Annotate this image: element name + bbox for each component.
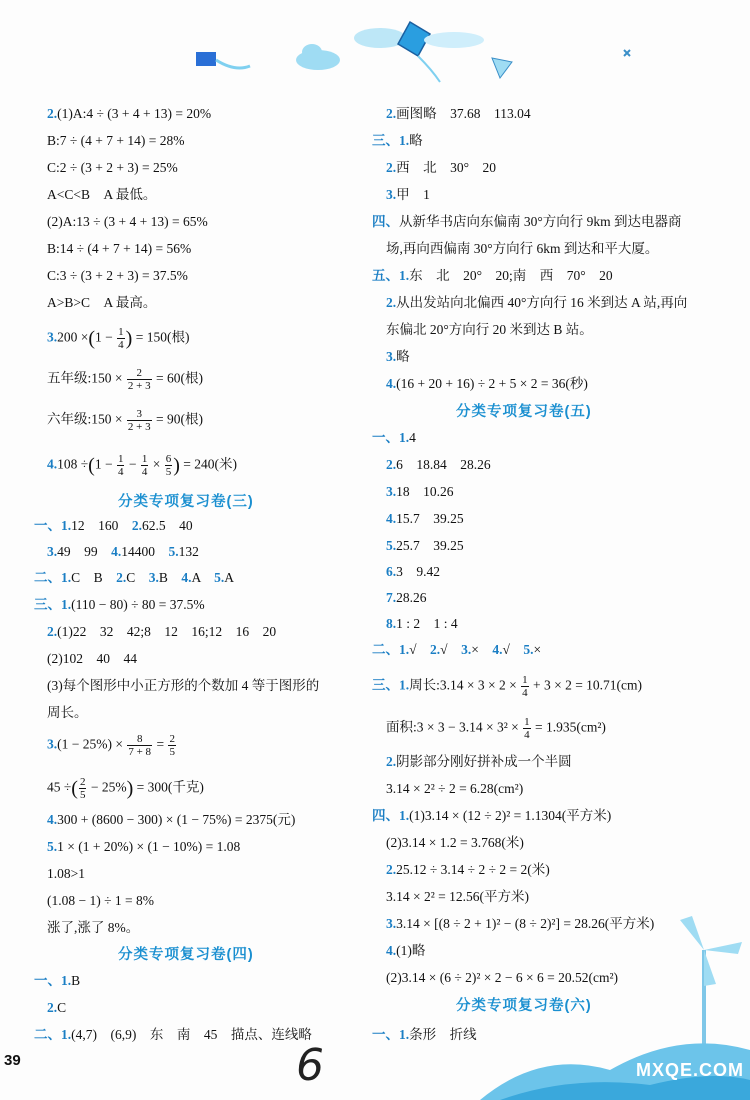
answer-line: 四、1.(1)3.14 × (12 ÷ 2)² = 1.1304(平方米) <box>372 808 612 823</box>
answer-line: 2.6 18.84 28.26 <box>386 457 491 472</box>
answer-line: 三、1.略 <box>372 133 423 148</box>
answer-line: C:3 ÷ (3 + 2 + 3) = 37.5% <box>47 268 188 283</box>
answer-line: (2)3.14 × (6 ÷ 2)² × 2 − 6 × 6 = 20.52(cm²) <box>386 970 619 985</box>
answer-line: 涨了,涨了 8%。 <box>47 920 140 935</box>
header-illustration <box>0 0 750 95</box>
answer-line: 一、1.B <box>34 973 81 988</box>
answer-line: B:7 ÷ (4 + 7 + 14) = 28% <box>47 133 185 148</box>
fraction: $\frac{1}{4}$ <box>522 674 528 699</box>
answer-line: B:14 ÷ (4 + 7 + 14) = 56% <box>47 241 192 256</box>
answer-line: 2.从出发站向北偏西 40°方向行 16 米到达 A 站,再向 <box>386 295 688 310</box>
bird-icon <box>624 50 630 56</box>
section-heading: 分类专项复习卷(五) <box>456 404 592 420</box>
answer-line: 六年级:150 × $\frac{3}{2 + 3}$ = 90(根) <box>47 408 203 433</box>
fraction: $\frac{2}{5}$ <box>169 733 175 758</box>
answer-line: 6.3 9.42 <box>386 564 440 579</box>
answer-line: 四、从新华书店向东偏南 30°方向行 9km 到达电器商 <box>372 214 682 229</box>
answer-line: (2)A:13 ÷ (3 + 4 + 13) = 65% <box>47 214 208 229</box>
answer-line: 2.C <box>47 1000 67 1015</box>
answer-line: 2.(1)A:4 ÷ (3 + 4 + 13) = 20% <box>47 106 212 121</box>
answer-line: 4.300 + (8600 − 300) × (1 − 75%) = 2375(元) <box>47 812 296 827</box>
flag-icon <box>196 52 250 68</box>
answer-line: 3.14 × 2² = 12.56(平方米) <box>386 889 530 904</box>
answer-line: 一、1.4 <box>372 430 416 445</box>
fraction: $\frac{6}{5}$ <box>165 453 172 478</box>
section-heading: 分类专项复习卷(四) <box>118 947 254 963</box>
answer-line: A>B>C A 最高。 <box>47 295 157 310</box>
answer-line: 4.108 ÷(1 − $\frac{1}{4}$ − $\frac{1}{4}$ × $\frac{6}{5}$ ) = 240(米) <box>47 453 237 478</box>
answer-line: 3.14 × 2² ÷ 2 = 6.28(cm²) <box>386 781 524 796</box>
answer-line: 4.(1)略 <box>386 943 426 958</box>
answer-line: 7.28.26 <box>386 590 427 605</box>
answer-line: C:2 ÷ (3 + 2 + 3) = 25% <box>47 160 178 175</box>
answer-line: 东偏北 20°方向行 20 米到达 B 站。 <box>386 322 593 337</box>
answer-line: 4.15.7 39.25 <box>386 511 464 526</box>
answer-line: 2.画图略 37.68 113.04 <box>386 106 531 121</box>
page-number: 39 <box>4 1052 21 1069</box>
answer-line: (3)每个图形中小正方形的个数加 4 等于图形的 <box>47 678 320 693</box>
answer-line: 45 ÷( $\frac{2}{5}$ − 25%) = 300(千克) <box>47 776 204 801</box>
answer-line: 二、1.(4,7) (6,9) 东 南 45 描点、连线略 <box>34 1027 312 1042</box>
answer-line: 五、1.东 北 20° 20;南 西 70° 20 <box>372 268 613 283</box>
section-heading: 分类专项复习卷(三) <box>118 494 254 510</box>
fraction: $\frac{8}{7 + 8}$ <box>128 733 152 758</box>
answer-line: 2.25.12 ÷ 3.14 ÷ 2 ÷ 2 = 2(米) <box>386 862 550 877</box>
answer-line: 面积:3 × 3 − 3.14 × 3² × $\frac{1}{4}$ = 1.935(cm²) <box>386 716 606 741</box>
answer-line: 二、1.√ 2.√ 3.× 4.√ 5.× <box>372 642 542 657</box>
section-heading: 分类专项复习卷(六) <box>456 998 592 1014</box>
answer-line: 5.1 × (1 + 20%) × (1 − 10%) = 1.08 <box>47 839 241 854</box>
fraction: $\frac{1}{4}$ <box>141 453 148 478</box>
answer-line: 1.08>1 <box>47 866 85 881</box>
answer-line: 3.3.14 × [(8 ÷ 2 + 1)² − (8 ÷ 2)²] = 28.26(平方米) <box>386 916 655 931</box>
answer-line: 一、1.12 160 2.62.5 40 <box>34 518 193 533</box>
answer-line: 一、1.条形 折线 <box>372 1027 477 1042</box>
answer-line: 3.49 99 4.14400 5.132 <box>47 544 199 559</box>
watermark: MXQE.COM <box>635 1060 744 1080</box>
answer-line: 3.略 <box>386 349 410 364</box>
answer-line: (2)3.14 × 1.2 = 3.768(米) <box>386 835 524 850</box>
kite-icon <box>398 22 440 82</box>
fraction: $\frac{1}{4}$ <box>524 716 530 741</box>
fraction: $\frac{1}{4}$ <box>117 453 124 478</box>
cloud-icon <box>296 44 340 70</box>
answer-line: (1.08 − 1) ÷ 1 = 8% <box>47 893 154 908</box>
answer-line: 3.200 ×(1 − $\frac{1}{4}$ ) = 150(根) <box>47 326 190 351</box>
answer-line: 3.甲 1 <box>386 187 430 202</box>
answer-line: 3.(1 − 25%) × $\frac{8}{7 + 8}$ = $\frac{2}{5}$ <box>47 733 175 758</box>
answer-line: 二、1.C B 2.C 3.B 4.A 5.A <box>34 570 234 585</box>
answer-line: 三、1.周长:3.14 × 3 × 2 × $\frac{1}{4}$ + 3 × 2 = 10.71(cm) <box>372 674 643 699</box>
cloud-icon <box>424 32 484 48</box>
answer-line: 3.18 10.26 <box>386 484 454 499</box>
answer-line: 8.1 : 2 1 : 4 <box>386 616 458 631</box>
answer-line: 五年级:150 × $\frac{2}{2 + 3}$ = 60(根) <box>47 367 203 392</box>
fraction: $\frac{3}{2 + 3}$ <box>127 408 151 433</box>
handwritten-mark: 6 <box>296 1040 324 1091</box>
answer-line: A<C<B A 最低。 <box>47 187 157 202</box>
answer-line: 2.(1)22 32 42;8 12 16;12 16 20 <box>47 624 277 639</box>
answer-line: 三、1.(110 − 80) ÷ 80 = 37.5% <box>34 597 205 612</box>
fraction: $\frac{2}{2 + 3}$ <box>127 367 151 392</box>
answer-line: 4.(16 + 20 + 16) ÷ 2 + 5 × 2 = 36(秒) <box>386 376 588 391</box>
small-kite-icon <box>492 58 512 78</box>
windmill-icon <box>680 916 742 1060</box>
answer-line: 5.25.7 39.25 <box>386 538 464 553</box>
answer-line: 2.西 北 30° 20 <box>386 160 497 175</box>
answer-line: (2)102 40 44 <box>47 651 137 666</box>
fraction: $\frac{1}{4}$ <box>118 326 124 351</box>
cloud-icon <box>354 28 406 48</box>
fraction: $\frac{2}{5}$ <box>79 776 86 801</box>
answer-line: 场,再向西偏南 30°方向行 6km 到达和平大厦。 <box>386 241 659 256</box>
answer-line: 周长。 <box>47 705 88 720</box>
answer-line: 2.阴影部分刚好拼补成一个半圆 <box>386 754 572 769</box>
